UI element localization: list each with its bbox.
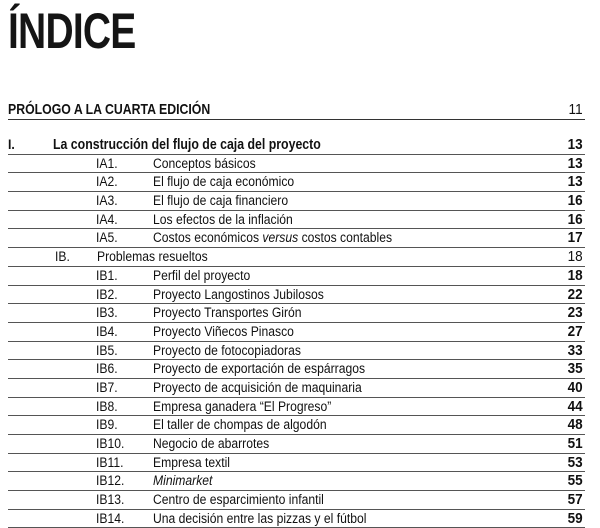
entry-title xyxy=(153,361,365,376)
entry-code: IB1. xyxy=(96,267,118,283)
entry-title xyxy=(153,212,293,227)
entry-title xyxy=(153,380,362,395)
entry-title xyxy=(153,324,294,339)
entry-code: IB12. xyxy=(96,473,125,489)
toc-entry[interactable] xyxy=(8,379,585,398)
entry-title xyxy=(153,436,269,451)
entry-code: IA4. xyxy=(96,211,118,227)
entry-code: IA1. xyxy=(96,155,118,171)
entry-title-text: El flujo de caja financiero xyxy=(153,193,289,209)
entry-title-text: Una decisión entre las pizzas y el fútbol xyxy=(153,510,367,526)
page-number: 13 xyxy=(567,154,583,172)
table-of-contents xyxy=(8,136,585,528)
entry-title-text: Conceptos básicos xyxy=(153,155,256,171)
toc-entry[interactable] xyxy=(8,342,585,361)
page-number: 13 xyxy=(567,173,583,191)
entry-title-text: Empresa ganadera “El Progreso” xyxy=(153,398,332,414)
entry-code: IA2. xyxy=(96,174,118,190)
entry-title-italic: Minimarket xyxy=(153,473,213,489)
toc-entry[interactable] xyxy=(8,360,585,379)
toc-entry[interactable] xyxy=(8,416,585,435)
toc-entry[interactable] xyxy=(8,211,585,230)
toc-entry[interactable] xyxy=(8,435,585,454)
toc-entry[interactable] xyxy=(8,398,585,417)
entry-code: IB8. xyxy=(96,398,118,414)
entry-code: IA5. xyxy=(96,230,118,246)
page-number: 18 xyxy=(567,248,583,266)
toc-entry[interactable] xyxy=(8,192,585,211)
toc-entry[interactable] xyxy=(8,472,585,491)
page-number: 17 xyxy=(567,229,583,247)
entry-title xyxy=(153,174,294,189)
toc-entry[interactable] xyxy=(8,248,585,267)
entry-title-text: Empresa textil xyxy=(153,454,230,470)
entry-title-text: Proyecto Langostinos Jubilosos xyxy=(153,286,324,302)
entry-code: IB. xyxy=(55,249,70,265)
entry-title xyxy=(153,343,301,358)
entry-title xyxy=(153,156,256,171)
entry-title xyxy=(153,287,324,302)
entry-title xyxy=(153,399,331,414)
entry-code: IB9. xyxy=(96,417,118,433)
page-title: ÍNDICE xyxy=(8,3,136,59)
entry-title-text: Centro de esparcimiento infantil xyxy=(153,492,324,508)
entry-title-text: Proyecto de exportación de espárragos xyxy=(153,361,366,377)
entry-code: IB10. xyxy=(96,436,125,451)
entry-code: I. xyxy=(8,137,15,152)
entry-code: IB13. xyxy=(96,492,125,508)
toc-entry[interactable] xyxy=(8,323,585,342)
entry-title-text: El flujo de caja económico xyxy=(153,174,295,190)
toc-entry-prologue[interactable] xyxy=(8,100,585,120)
toc-entry[interactable] xyxy=(8,454,585,473)
entry-title xyxy=(153,492,324,507)
page-number: 44 xyxy=(567,397,583,415)
page-number: 18 xyxy=(567,266,583,284)
entry-title xyxy=(153,511,366,526)
entry-title xyxy=(153,305,302,320)
entry-code: IB14. xyxy=(96,510,125,526)
entry-title-text: Negocio de abarrotes xyxy=(153,436,270,451)
entry-code: IB11. xyxy=(96,454,124,470)
entry-title xyxy=(153,473,212,488)
page-number: 51 xyxy=(567,435,583,452)
entry-title-italic: versus xyxy=(262,230,299,246)
entry-title-text: Perfil del proyecto xyxy=(153,267,251,283)
page-number: 55 xyxy=(567,472,583,490)
toc-entry[interactable] xyxy=(8,229,585,248)
page-number: 16 xyxy=(567,192,583,210)
entry-title-text: La construcción del flujo de caja del proyecto xyxy=(53,137,321,153)
toc-entry[interactable] xyxy=(8,304,585,323)
entry-title-text: Proyecto Viñecos Pinasco xyxy=(153,323,294,339)
toc-entry[interactable] xyxy=(8,491,585,510)
page-number: 16 xyxy=(567,210,583,228)
entry-title-text: Proyecto de fotocopiadoras xyxy=(153,342,301,358)
entry-title-text: Los efectos de la inflación xyxy=(153,211,293,227)
page-number: 13 xyxy=(567,136,583,153)
entry-code: IB2. xyxy=(96,286,118,302)
page-number: 53 xyxy=(567,453,583,471)
page-number: 33 xyxy=(567,341,583,359)
entry-code: IA3. xyxy=(96,193,118,209)
entry-title-text: Problemas resueltos xyxy=(97,249,208,265)
entry-title-text: Proyecto de acquisición de maquinaria xyxy=(153,379,362,395)
entry-title-text: El taller de chompas de algodón xyxy=(153,417,327,433)
page-number: 11 xyxy=(568,101,583,118)
entry-title xyxy=(153,193,288,208)
entry-title: PRÓLOGO A LA CUARTA EDICIÓN xyxy=(8,101,211,118)
entry-code: IB5. xyxy=(96,342,118,358)
toc-entry[interactable] xyxy=(8,267,585,286)
page-number: 59 xyxy=(567,509,583,527)
entry-title-text: Proyecto Transportes Girón xyxy=(153,305,302,321)
page-number: 35 xyxy=(567,360,583,378)
page-number: 48 xyxy=(567,416,583,434)
page-number: 40 xyxy=(567,378,583,396)
entry-title xyxy=(97,249,208,264)
entry-title-text: Costos económicos xyxy=(153,230,263,246)
toc-entry[interactable] xyxy=(8,136,585,155)
toc-entry[interactable] xyxy=(8,173,585,192)
entry-title xyxy=(153,268,250,283)
entry-code: IB7. xyxy=(96,379,118,395)
entry-title-text: costos contables xyxy=(298,230,393,246)
page-number: 22 xyxy=(567,285,583,303)
entry-code: IB4. xyxy=(96,323,118,339)
entry-title xyxy=(153,417,327,432)
page-number: 27 xyxy=(567,322,583,340)
entry-title xyxy=(53,137,321,153)
page-number: 57 xyxy=(567,491,583,509)
entry-code: IB3. xyxy=(96,305,118,321)
page-number: 23 xyxy=(567,304,583,322)
entry-title xyxy=(153,230,392,245)
entry-title xyxy=(153,455,230,470)
toc-entry[interactable] xyxy=(8,155,585,174)
toc-entry[interactable] xyxy=(8,286,585,305)
entry-code: IB6. xyxy=(96,361,118,377)
